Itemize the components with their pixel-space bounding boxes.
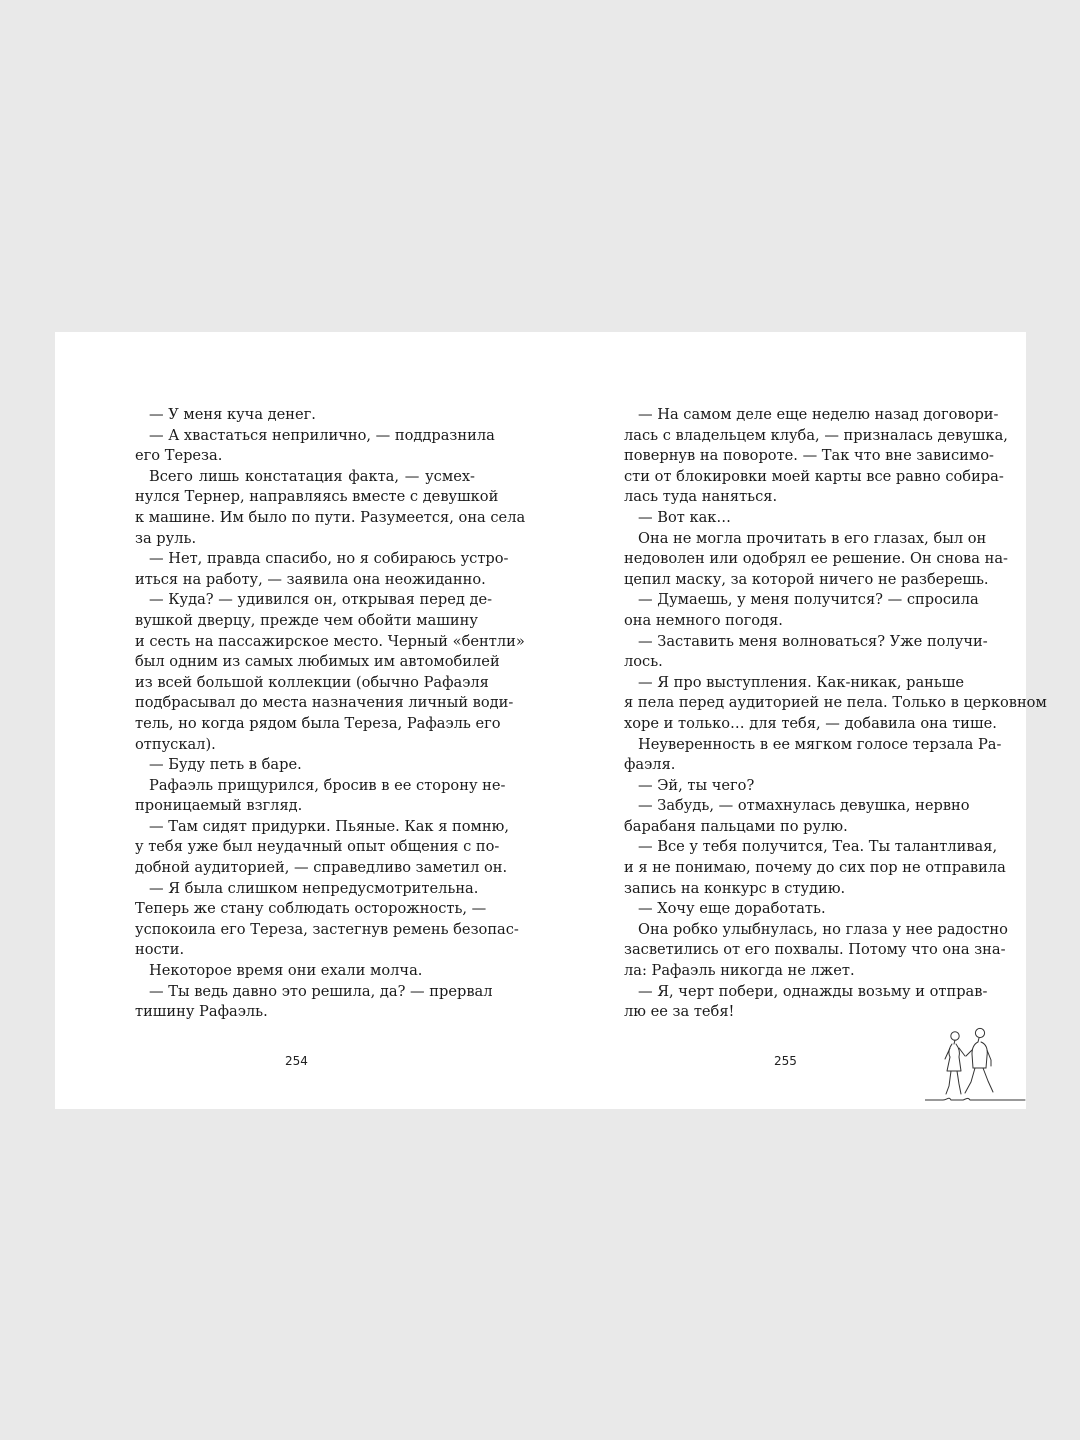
text-line: ла: Рафаэль никогда не лжет. [624, 962, 855, 980]
left-page [55, 332, 540, 1109]
paragraph [624, 508, 964, 529]
paragraph [624, 405, 1008, 508]
text-line: — Я про выступления. Как-никак, раньше [638, 673, 965, 691]
text-line: его Тереза. [135, 447, 223, 465]
text-line: Она робко улыбнулась, но глаза у нее радостно [638, 920, 1008, 938]
text-line: недоволен или одобрял ее решение. Он снова на- [624, 550, 1008, 568]
paragraph [135, 467, 526, 549]
text-line: барабаня пальцами по рулю. [624, 817, 848, 835]
text-line: нулся Тернер, направляясь вместе с девушкой [135, 488, 499, 506]
paragraph [624, 920, 1008, 982]
text-line: вушкой дверцу, прежде чем обойти машину [135, 611, 478, 629]
text-line: — Все у тебя получится, Теа. Ты талантливая, [638, 838, 998, 856]
text-line: цепил маску, за которой ничего не разберешь. [624, 570, 989, 588]
text-line: за руль. [135, 529, 197, 547]
text-line: Всего лишь констатация факта, — усмех- [149, 467, 475, 485]
text-line: — Нет, правда спасибо, но я собираюсь устро- [149, 550, 509, 568]
paragraph [135, 405, 475, 426]
text-line: и сесть на пассажирское место. Черный «бентли» [135, 632, 525, 650]
text-line: — Заставить меня волноваться? Уже получи- [638, 632, 988, 650]
text-line: Некоторое время они ехали молча. [149, 962, 423, 980]
text-line: добной аудиторией, — справедливо заметил он. [135, 859, 508, 877]
paragraph [624, 776, 964, 797]
text-line: подбрасывал до места назначения личный води- [135, 694, 514, 712]
text-line: она немного погодя. [624, 611, 783, 629]
paragraph [135, 961, 475, 982]
text-line: лось. [624, 653, 663, 671]
text-line: — Куда? — удивился он, открывая перед де- [149, 591, 493, 609]
paragraph [135, 982, 493, 1023]
text-line: — Ты ведь давно это решила, да? — прервал [149, 982, 493, 1000]
text-line: иться на работу, — заявила она неожиданно. [135, 570, 486, 588]
book-spread [55, 332, 1047, 1109]
paragraph [135, 776, 506, 817]
right-page-text [624, 405, 1047, 1023]
text-line: — Забудь, — отмахнулась девушка, нервно [638, 797, 970, 815]
text-line: Неуверенность в ее мягком голосе терзала Ра- [638, 735, 1002, 753]
text-line: хоре и только… для тебя, — добавила она тише. [624, 714, 997, 732]
text-line: запись на конкурс в студию. [624, 879, 846, 897]
text-line: тишину Рафаэль. [135, 1003, 268, 1021]
text-line: отпускал). [135, 735, 216, 753]
text-line: Она не могла прочитать в его глазах, был он [638, 529, 987, 547]
paragraph [624, 735, 1002, 776]
text-line: — Буду петь в баре. [149, 756, 302, 774]
text-line: — Вот как… [638, 508, 731, 526]
paragraph [624, 899, 964, 920]
text-line: и я не понимаю, почему до сих пор не отправила [624, 859, 1006, 877]
walking-couple-illustration [925, 1026, 1026, 1106]
paragraph [624, 673, 1047, 735]
left-page-text [135, 405, 526, 1023]
page-number-left: 254 [285, 1054, 308, 1068]
text-line: был одним из самых любимых им автомобилей [135, 653, 500, 671]
paragraph [624, 632, 988, 673]
text-line: к машине. Им было по пути. Разумеется, она села [135, 508, 526, 526]
text-line: успокоила его Тереза, застегнув ремень безопас- [135, 920, 519, 938]
paragraph [624, 529, 1008, 591]
paragraph [624, 837, 1006, 899]
paragraph [624, 796, 970, 837]
paragraph [135, 755, 475, 776]
text-line: — А хвастаться неприлично, — поддразнила [149, 426, 495, 444]
paragraph [135, 549, 509, 590]
text-line: Теперь же стану соблюдать осторожность, — [135, 900, 487, 918]
page-number-right: 255 [774, 1054, 797, 1068]
text-line: — Эй, ты чего? [638, 776, 755, 794]
text-line: — Хочу еще доработать. [638, 900, 826, 918]
text-line: тель, но когда рядом была Тереза, Рафаэль его [135, 714, 501, 732]
paragraph [624, 590, 979, 631]
text-line: Рафаэль прищурился, бросив в ее сторону не- [149, 776, 506, 794]
text-line: ности. [135, 941, 185, 959]
text-line: повернув на повороте. — Так что вне зависимо- [624, 447, 994, 465]
paragraph [135, 879, 519, 961]
text-line: у тебя уже был неудачный опыт общения с по- [135, 838, 500, 856]
paragraph [135, 426, 495, 467]
text-line: — Там сидят придурки. Пьяные. Как я помню, [149, 817, 509, 835]
text-line: лась с владельцем клуба, — призналась девушка, [624, 426, 1008, 444]
text-line: — У меня куча денег. [149, 406, 316, 423]
paragraph [135, 590, 525, 755]
text-line: — Я, черт побери, однажды возьму и отправ- [638, 982, 988, 1000]
paragraph [135, 817, 509, 879]
paragraph [624, 982, 988, 1023]
text-line: проницаемый взгляд. [135, 797, 303, 815]
text-line: лю ее за тебя! [624, 1003, 735, 1021]
text-line: лась туда наняться. [624, 488, 778, 506]
text-line: фаэля. [624, 756, 676, 774]
text-line: — На самом деле еще неделю назад договори- [638, 406, 999, 423]
text-line: засветились от его похвалы. Потому что она зна- [624, 941, 1006, 959]
text-line: — Думаешь, у меня получится? — спросила [638, 591, 979, 609]
text-line: — Я была слишком непредусмотрительна. [149, 879, 479, 897]
text-line: из всей большой коллекции (обычно Рафаэля [135, 673, 489, 691]
text-line: сти от блокировки моей карты все равно собира- [624, 467, 1004, 485]
right-page [540, 332, 1047, 1109]
text-line: я пела перед аудиторией не пела. Только в церковном [624, 694, 1047, 712]
